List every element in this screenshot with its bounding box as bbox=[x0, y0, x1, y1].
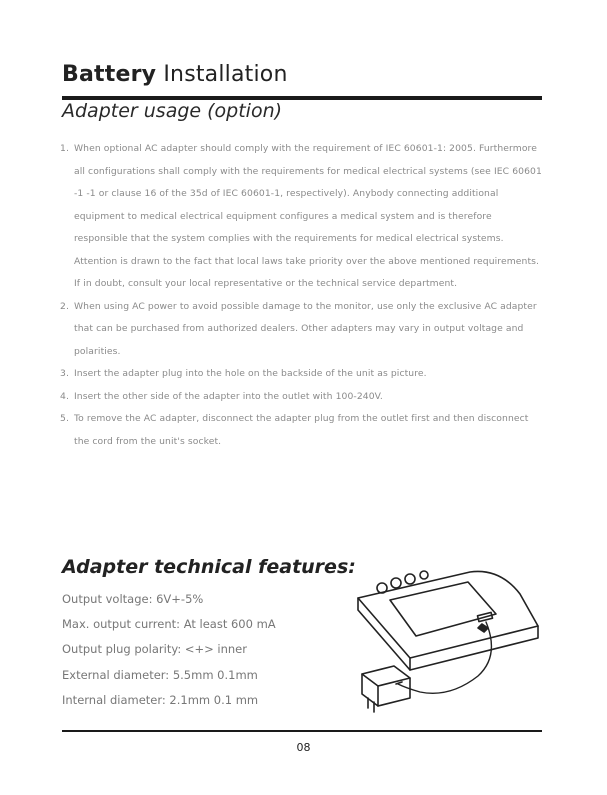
section-heading-adapter-usage: Adapter usage (option) bbox=[62, 100, 283, 122]
list-item-number: 2. bbox=[60, 300, 69, 312]
list-item-number: 3. bbox=[60, 368, 69, 379]
list-item-text: When using AC power to avoid possible damage to the monitor, use only the exclusive AC adapter that can be purchased from authorized dealers. Other adapters may vary in output voltage and polarities. bbox=[74, 300, 537, 357]
monitor-with-adapter-illustration-icon bbox=[350, 566, 550, 716]
instruction-list bbox=[60, 138, 544, 453]
list-item-number: 4. bbox=[60, 390, 69, 402]
feature-max-output-current: Max. output current: At least 600 mA bbox=[62, 617, 276, 632]
list-item bbox=[60, 296, 544, 364]
technical-features-list bbox=[62, 587, 332, 713]
feature-external-diameter: External diameter: 5.5mm 0.1mm bbox=[62, 667, 258, 682]
list-item-text: Insert the adapter plug into the hole on the backside of the unit as picture. bbox=[74, 368, 427, 379]
list-item bbox=[60, 408, 544, 453]
feature-output-voltage: Output voltage: 6V+-5% bbox=[62, 592, 204, 606]
list-item-number: 1. bbox=[60, 143, 69, 154]
feature-plug-polarity: Output plug polarity: <+> inner bbox=[62, 642, 247, 657]
feature-internal-diameter: Internal diameter: 2.1mm 0.1 mm bbox=[62, 692, 259, 707]
page-number: 08 bbox=[296, 741, 311, 754]
page-title bbox=[62, 62, 288, 87]
list-item-text: Insert the other side of the adapter into the outlet with 100-240V. bbox=[74, 390, 383, 402]
page-title-bold: Battery bbox=[62, 62, 157, 87]
section-heading-technical-features: Adapter technical features: bbox=[62, 556, 356, 578]
page-title-rest: Installation bbox=[156, 62, 288, 87]
list-item bbox=[60, 363, 544, 386]
list-item-number: 5. bbox=[60, 413, 69, 424]
bottom-divider bbox=[62, 730, 542, 732]
list-item-text: When optional AC adapter should comply with the requirement of IEC 60601-1: 2005. Furthermore all configurations shall comply with the requirements for medical electrical systems (see IEC 60601 -1 -1 or clause 16 of the 35d of IEC 60601-1, respectively). Anybody connecting additional equipment to medical electrical equipment configures a medical system and is therefore responsible that the system complies with the requirements for medical electrical systems. Attention is drawn to the fact that local laws take priority over the above mentioned requirements. If in doubt, consult your local representative or the technical service department. bbox=[74, 143, 542, 289]
list-item-text: To remove the AC adapter, disconnect the adapter plug from the outlet first and then disconnect the cord from the unit's socket. bbox=[74, 413, 529, 447]
list-item bbox=[60, 138, 544, 296]
list-item bbox=[60, 386, 544, 409]
